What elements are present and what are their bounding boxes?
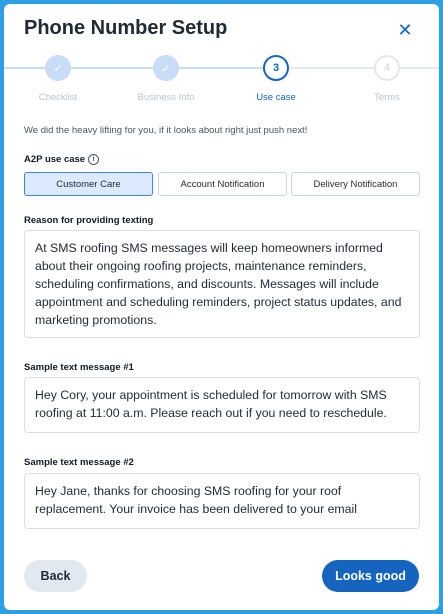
intro-text: We did the heavy lifting for you, if it looks about right just push next! — [24, 125, 308, 136]
sample2-label: Sample text message #2 — [24, 457, 134, 468]
step-label-business-info: Business Info — [137, 92, 195, 103]
step-business-info-check-icon: ✓ — [153, 55, 179, 81]
use-case-delivery-notification[interactable]: Delivery Notification — [291, 172, 420, 196]
phone-setup-dialog — [4, 4, 439, 610]
step-label-use-case: Use case — [256, 92, 296, 103]
sample1-textarea[interactable]: Hey Cory, your appointment is scheduled for tomorrow with SMS roofing at 11:00 a.m. Please reach out if you need to reschedule. — [24, 377, 420, 433]
use-case-account-notification[interactable]: Account Notification — [158, 172, 287, 196]
stepper-track-pending — [289, 67, 439, 69]
info-icon[interactable]: i — [88, 154, 99, 165]
step-label-checklist: Checklist — [38, 92, 78, 103]
sample1-label: Sample text message #1 — [24, 362, 134, 373]
looks-good-button[interactable]: Looks good — [322, 560, 419, 592]
use-case-label — [24, 154, 99, 165]
use-case-label-text: A2P use case — [24, 154, 86, 165]
step-checklist-check-icon: ✓ — [45, 55, 71, 81]
step-use-case-number: 3 — [263, 55, 289, 81]
use-case-customer-care[interactable]: Customer Care — [24, 172, 153, 196]
stepper — [4, 54, 439, 104]
sample2-textarea[interactable]: Hey Jane, thanks for choosing SMS roofing for your roof replacement. Your invoice has been delivered to your email — [24, 473, 420, 529]
reason-label: Reason for providing texting — [24, 215, 154, 226]
back-button[interactable]: Back — [24, 560, 87, 592]
step-label-terms: Terms — [374, 92, 400, 103]
step-terms-number: 4 — [374, 55, 400, 81]
dialog-title: Phone Number Setup — [24, 17, 228, 39]
reason-textarea[interactable]: At SMS roofing SMS messages will keep homeowners informed about their ongoing roofing projects, maintenance reminders, scheduling confirmations, and discounts. Messages will include appointment and scheduling reminders, project status updates, and marketing promotions. — [24, 230, 420, 338]
close-icon[interactable]: ✕ — [397, 20, 413, 40]
